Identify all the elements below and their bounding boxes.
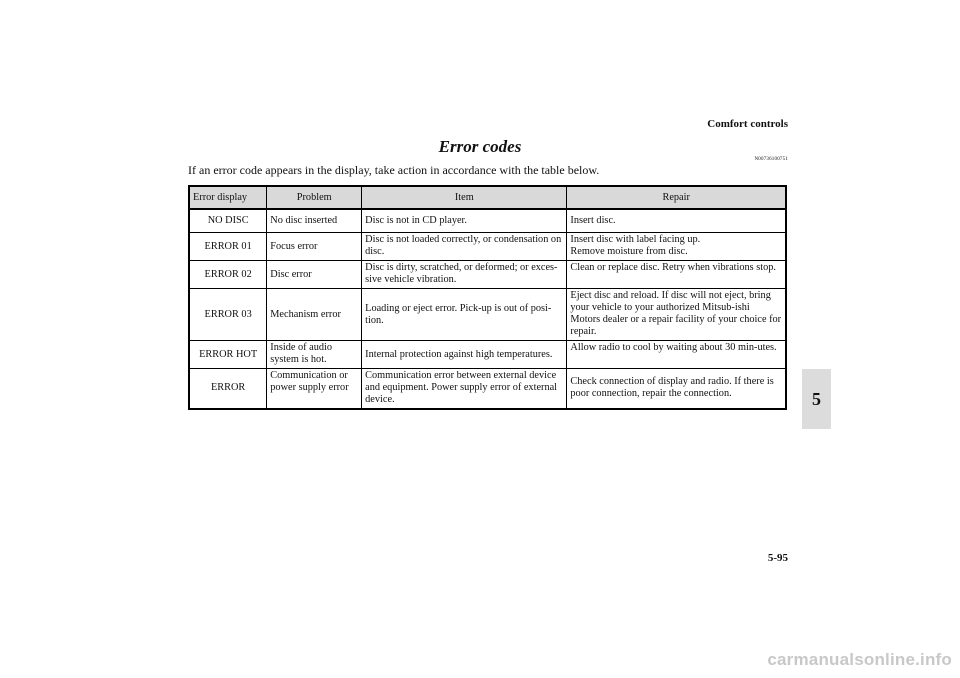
cell-problem: Communication or power supply error — [267, 369, 362, 409]
cell-repair: Check connection of display and radio. If there is poor connection, repair the connection. — [567, 369, 786, 409]
column-header-item: Item — [362, 186, 567, 209]
cell-repair: Eject disc and reload. If disc will not eject, bring your vehicle to your authorized Mitsub-ishi Motors dealer or a repair facility of your choice for repair. — [567, 289, 786, 341]
chapter-number: 5 — [812, 388, 821, 409]
cell-error-display: ERROR 03 — [189, 289, 267, 341]
intro-paragraph: If an error code appears in the display, take action in accordance with the table below. — [188, 163, 600, 177]
column-header-repair: Repair — [567, 186, 786, 209]
cell-repair: Insert disc. — [567, 209, 786, 233]
cell-repair: Allow radio to cool by waiting about 30 min-utes. — [567, 341, 786, 369]
cell-item: Disc is not loaded correctly, or condensation on disc. — [362, 233, 567, 261]
cell-problem: Mechanism error — [267, 289, 362, 341]
chapter-tab — [802, 369, 831, 429]
cell-problem: Focus error — [267, 233, 362, 261]
cell-item: Communication error between external device and equipment. Power supply error of external device. — [362, 369, 567, 409]
page-title: Error codes — [438, 137, 522, 156]
table-row — [189, 233, 786, 261]
cell-error-display: ERROR — [189, 369, 267, 409]
watermark: carmanualsonline.info — [767, 650, 952, 669]
cell-repair: Insert disc with label facing up. Remove moisture from disc. — [567, 233, 786, 261]
cell-problem: Inside of audio system is hot. — [267, 341, 362, 369]
table-row — [189, 341, 786, 369]
page-number: 5-95 — [767, 552, 788, 564]
table-row — [189, 261, 786, 289]
cell-item: Loading or eject error. Pick-up is out of posi-tion. — [362, 289, 567, 341]
table-header-row — [189, 186, 786, 209]
cell-problem: Disc error — [267, 261, 362, 289]
error-codes-table — [188, 185, 787, 410]
cell-error-display: ERROR HOT — [189, 341, 267, 369]
cell-item: Internal protection against high temperatures. — [362, 341, 567, 369]
table-row — [189, 209, 786, 233]
table-row — [189, 369, 786, 409]
cell-error-display: ERROR 02 — [189, 261, 267, 289]
cell-item: Disc is dirty, scratched, or deformed; or exces-sive vehicle vibration. — [362, 261, 567, 289]
cell-error-display: NO DISC — [189, 209, 267, 233]
cell-problem: No disc inserted — [267, 209, 362, 233]
section-header: Comfort controls — [707, 118, 788, 130]
cell-error-display: ERROR 01 — [189, 233, 267, 261]
column-header-error-display: Error display — [189, 186, 267, 209]
document-code: N00736100751 — [754, 157, 788, 162]
column-header-problem: Problem — [267, 186, 362, 209]
cell-repair: Clean or replace disc. Retry when vibrations stop. — [567, 261, 786, 289]
table-row — [189, 289, 786, 341]
cell-item: Disc is not in CD player. — [362, 209, 567, 233]
